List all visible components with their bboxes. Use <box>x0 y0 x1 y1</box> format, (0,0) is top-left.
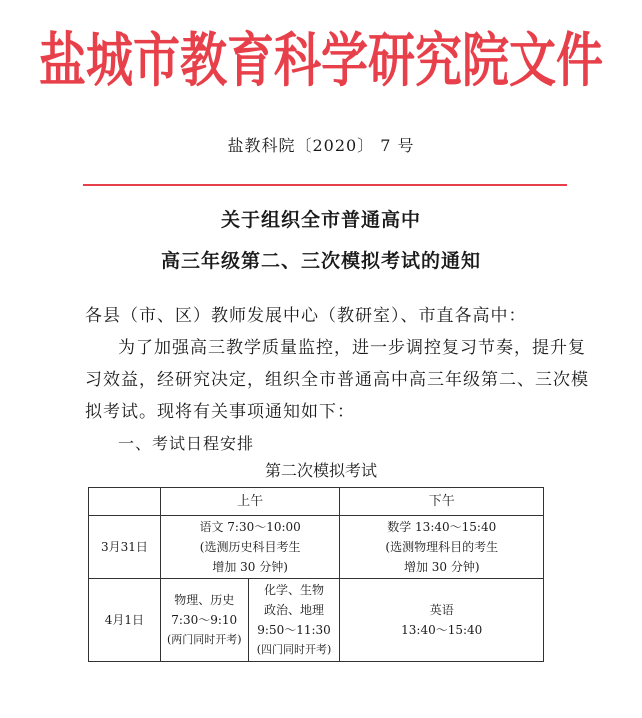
date-cell: 4月1日 <box>89 579 161 662</box>
document-number: 盐教科院〔2020〕 7 号 <box>227 136 415 155</box>
body-line-2: 习效益，经研究决定，组织全市普通高中高三年级第二、三次模 <box>85 370 589 390</box>
cell-line: (四门同时开考) <box>256 643 332 656</box>
notice-title-line1: 关于组织全市普通高中 <box>220 209 421 231</box>
cell-line: (选测历史科目考生 <box>199 540 301 554</box>
cell-line: (两门同时开考) <box>166 633 242 646</box>
addressee: 各县（市、区）教师发展中心（教研室）、市直各高中： <box>85 306 527 326</box>
cell-line: 增加 30 分钟) <box>212 560 288 574</box>
cell-line: 增加 30 分钟) <box>403 560 480 574</box>
table-title: 第二次模拟考试 <box>264 461 377 480</box>
header-afternoon: 下午 <box>340 488 544 516</box>
morning-cell-a <box>160 579 248 662</box>
red-divider-line <box>83 184 567 186</box>
cell-line: 语文 7:30～10:00 <box>199 520 301 534</box>
notice-title-line2: 高三年级第二、三次模拟考试的通知 <box>160 250 481 272</box>
cell-line: 英语 <box>429 603 454 617</box>
cell-line: 数学 13:40～15:40 <box>387 520 497 534</box>
table-header-row <box>89 488 544 516</box>
cell-line: 7:30～9:10 <box>171 613 238 627</box>
cell-line: (选测物理科目的考生 <box>385 540 499 554</box>
cell-line: 物理、历史 <box>174 593 235 607</box>
morning-cell <box>160 516 340 579</box>
morning-cell-b <box>248 579 340 662</box>
exam-schedule-table <box>88 487 544 662</box>
header-empty-cell <box>89 488 161 516</box>
body-line-3: 拟考试。现将有关事项通知如下： <box>85 402 355 422</box>
section-heading-schedule: 一、考试日程安排 <box>118 434 255 453</box>
afternoon-cell <box>340 579 544 662</box>
cell-line: 9:50～11:30 <box>257 623 331 637</box>
body-line-1: 为了加强高三教学质量监控，进一步调控复习节奏，提升复 <box>118 338 586 358</box>
document-masthead: 盐城市教育科学研究院文件 <box>39 26 603 96</box>
cell-line: 化学、生物 <box>264 583 325 597</box>
table-row <box>89 516 544 579</box>
afternoon-cell <box>340 516 544 579</box>
cell-line: 13:40～15:40 <box>401 623 483 637</box>
date-cell: 3月31日 <box>89 516 161 579</box>
table-row <box>89 579 544 662</box>
header-morning: 上午 <box>160 488 340 516</box>
cell-line: 政治、地理 <box>264 603 325 617</box>
